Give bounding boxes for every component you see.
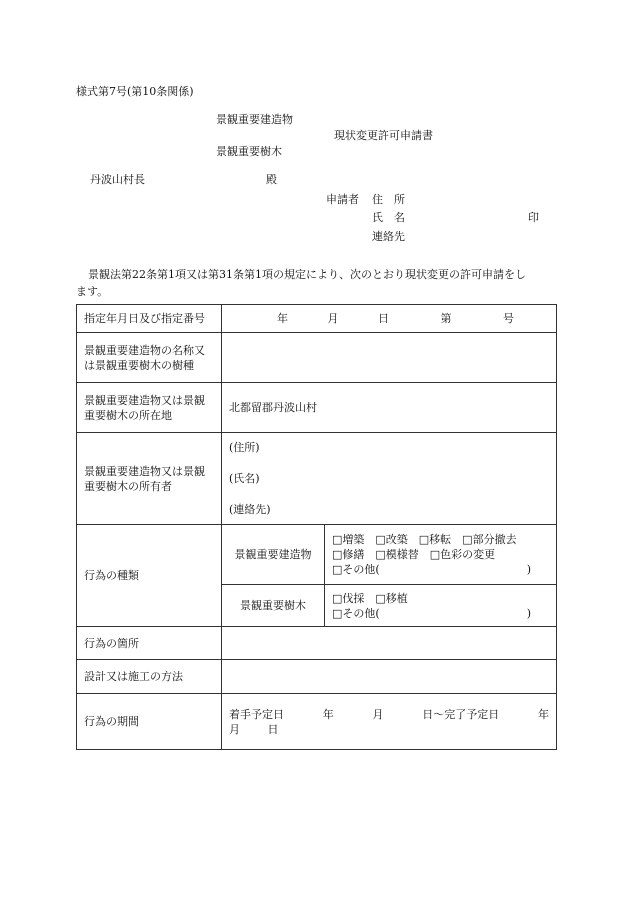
owner-address-label: (住所) xyxy=(229,441,260,454)
period-month2: 月 xyxy=(229,722,240,736)
applicant-address-label: 住 所 xyxy=(372,193,405,206)
location-field[interactable]: 北都留郡丹波山村 xyxy=(222,383,557,433)
designation-label: 指定年月日及び指定番号 xyxy=(77,305,222,333)
period-month: 月 xyxy=(372,707,384,721)
owner-name-label: (氏名) xyxy=(229,472,260,485)
building-options-line2[interactable]: □修繕 □模様替 □色彩の変更 xyxy=(332,548,496,561)
row-period xyxy=(77,694,557,750)
owner-field[interactable] xyxy=(222,433,557,525)
period-field[interactable] xyxy=(222,694,557,750)
period-start-label: 着手予定日 xyxy=(229,707,284,721)
name-species-field[interactable] xyxy=(222,333,557,383)
tree-options-line1[interactable]: □伐採 □移植 xyxy=(332,591,408,605)
owner-label-line2: 重要樹木の所有者 xyxy=(84,479,172,493)
row-location xyxy=(77,383,557,433)
act-type-tree-label: 景観重要樹木 xyxy=(222,585,325,627)
method-label: 設計又は施工の方法 xyxy=(77,660,222,694)
act-type-tree-options[interactable] xyxy=(325,585,557,627)
act-place-field[interactable] xyxy=(222,627,557,660)
period-year: 年 xyxy=(322,707,334,721)
owner-label-line1: 景観重要建造物又は景観 xyxy=(84,464,205,478)
location-label-line2: 重要樹木の所在地 xyxy=(84,408,172,422)
designation-field[interactable] xyxy=(222,305,557,333)
location-label xyxy=(77,383,222,433)
building-options-other[interactable] xyxy=(332,562,549,577)
applicant-contact-label: 連絡先 xyxy=(372,230,405,243)
form-number: 様式第7号(第10条関係) xyxy=(76,85,194,98)
method-field[interactable] xyxy=(222,660,557,694)
act-type-building-options[interactable] xyxy=(325,525,557,585)
act-place-label: 行為の箇所 xyxy=(77,627,222,660)
period-day2: 日 xyxy=(267,722,279,736)
intro-line-1: 景観法第22条第1項又は第31条第1項の規定により、次のとおり現状変更の許可申請をし xyxy=(88,268,526,281)
designation-day: 日 xyxy=(378,312,389,325)
row-act-place xyxy=(77,627,557,660)
designation-year: 年 xyxy=(277,312,288,325)
intro-line-2: ます。 xyxy=(76,285,109,298)
name-species-label xyxy=(77,333,222,383)
row-name-species xyxy=(77,333,557,383)
row-owner xyxy=(77,433,557,525)
name-species-label-line2: は景観重要樹木の樹種 xyxy=(84,358,194,372)
row-act-type-building xyxy=(77,525,557,585)
period-line2 xyxy=(229,722,549,737)
applicant-label: 申請者 xyxy=(326,193,359,206)
period-day-to: 日～完了予定日 xyxy=(422,707,500,721)
tree-other-close: ) xyxy=(526,606,531,620)
seal-mark: 印 xyxy=(528,211,539,224)
name-species-label-line1: 景観重要建造物の名称又 xyxy=(84,343,205,357)
building-other-close: ) xyxy=(526,563,531,576)
period-year2: 年 xyxy=(538,707,549,721)
tree-other-label: □その他( xyxy=(332,606,380,620)
owner-label xyxy=(77,433,222,525)
period-line1 xyxy=(229,707,549,722)
designation-dai: 第 xyxy=(440,312,452,325)
title-tree: 景観重要樹木 xyxy=(216,145,282,158)
location-label-line1: 景観重要建造物又は景観 xyxy=(84,393,205,407)
owner-contact-label: (連絡先) xyxy=(229,503,271,516)
act-type-label: 行為の種類 xyxy=(77,525,222,627)
title-building: 景観重要建造物 xyxy=(216,113,293,126)
applicant-name-label: 氏 名 xyxy=(372,211,405,224)
honorific: 殿 xyxy=(266,173,277,186)
designation-go: 号 xyxy=(503,312,514,325)
row-method xyxy=(77,660,557,694)
title-main: 現状変更許可申請書 xyxy=(334,129,433,142)
act-type-building-label: 景観重要建造物 xyxy=(222,525,325,585)
building-other-label: □その他( xyxy=(332,563,380,576)
row-designation xyxy=(77,305,557,333)
period-label: 行為の期間 xyxy=(77,694,222,750)
designation-month: 月 xyxy=(327,312,339,325)
application-table xyxy=(76,304,557,750)
addressee: 丹波山村長 xyxy=(90,173,145,186)
building-options-line1[interactable]: □増築 □改築 □移転 □部分撤去 xyxy=(332,533,517,546)
tree-options-other[interactable] xyxy=(332,606,549,621)
